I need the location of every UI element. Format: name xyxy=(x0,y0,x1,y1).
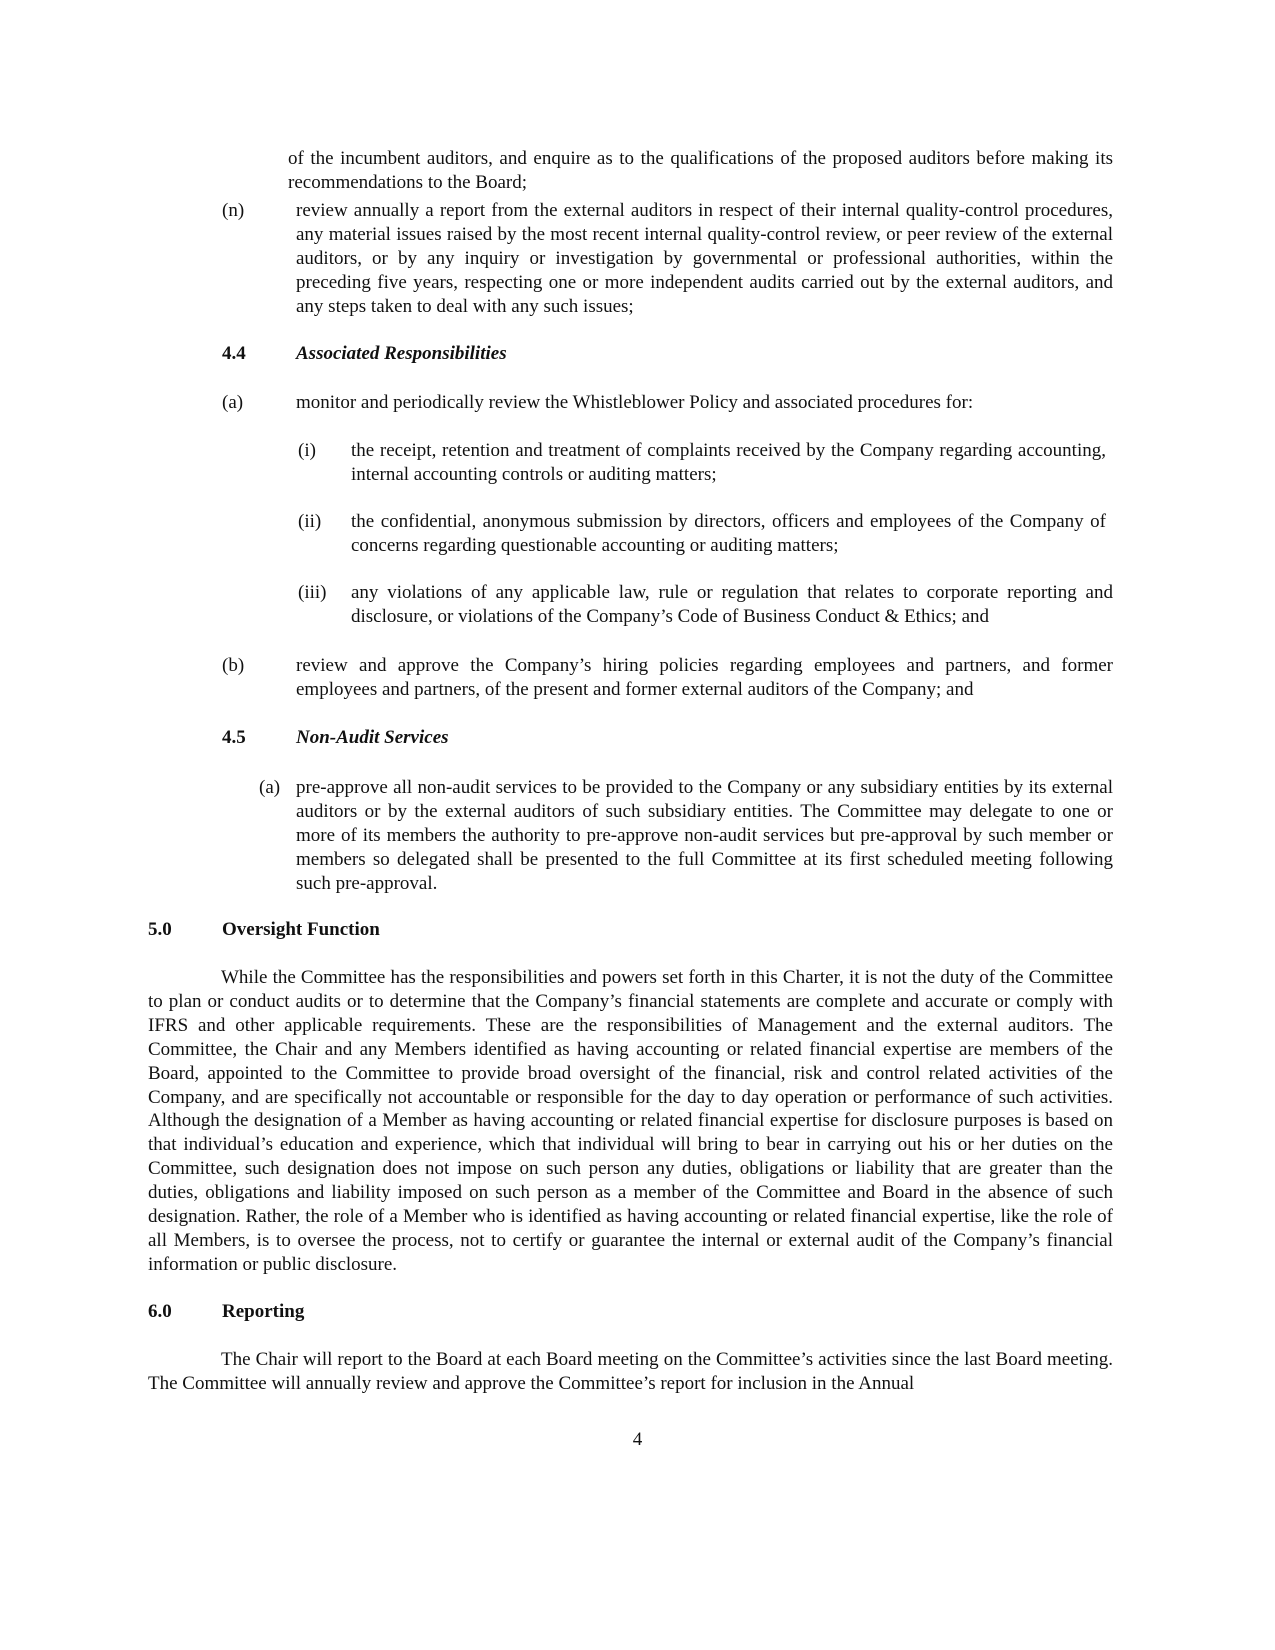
item-n-text: review annually a report from the external auditors in respect of their internal quality-control procedures, any material issues raised by the most recent internal quality-control review, or peer review of the external auditors, or by any inquiry or investigation by governmental or professional authorities, within the preceding five years, respecting one or more independent audits carried out by the external auditors, and any steps taken to deal with any such issues; xyxy=(296,200,1113,317)
section-5-0-body: While the Committee has the responsibilities and powers set forth in this Charter, it is not the duty of the Committee to plan or conduct audits or to determine that the Company’s financial statements are complete and accurate or comply with IFRS and other applicable requirements. These are the responsibilities of Management and the external auditors. The Committee, the Chair and any Members identified as having accounting or related financial expertise are members of the Board, appointed to the Committee to provide broad oversight of the financial, risk and control related activities of the Company, and are specifically not accountable or responsible for the day to day operation or performance of such activities. Although the designation of a Member as having accounting or related financial expertise for disclosure purposes is based on that individual’s education and experience, which that individual will bring to bear in carrying out his or her duties on the Committee, such designation does not impose on such person any duties, obligations or liability that are greater than the duties, obligations and liability imposed on such person as a member of the Committee and Board in the absence of such designation. Rather, the role of a Member who is identified as having accounting or related financial expertise, like the role of all Members, is to oversee the process, not to certify or guarantee the internal or external audit of the Company’s financial information or public disclosure. xyxy=(148,967,1113,1275)
item-n-label: (n) xyxy=(222,200,245,221)
section-6-0-body: The Chair will report to the Board at each Board meeting on the Committee’s activities since the last Board meeting. The Committee will annually review and approve the Committee’s report for inclusion in the Annual xyxy=(148,1349,1113,1394)
section-4-4-item-a-label: (a) xyxy=(222,392,244,413)
section-5-0-title: Oversight Function xyxy=(222,919,380,940)
section-4-5-number: 4.5 xyxy=(222,727,246,748)
continuation-paragraph: of the incumbent auditors, and enquire as to the qualifications of the proposed auditors before making its recommendations to the Board; xyxy=(288,148,1113,193)
subitem-ii-label: (ii) xyxy=(298,511,322,532)
section-4-4-item-b-label: (b) xyxy=(222,655,245,676)
section-4-4-item-a-text: monitor and periodically review the Whistleblower Policy and associated procedures for: xyxy=(296,392,974,413)
section-4-5-title: Non-Audit Services xyxy=(296,727,449,748)
subitem-iii-label: (iii) xyxy=(298,582,327,603)
subitem-ii-text: the confidential, anonymous submission by directors, officers and employees of the Company of concerns regarding questionable accounting or auditing matters; xyxy=(351,511,1106,556)
section-4-5-item-a-label: (a) xyxy=(259,777,281,798)
page-number: 4 xyxy=(632,1429,643,1450)
section-4-4-number: 4.4 xyxy=(222,343,246,364)
subitem-i-label: (i) xyxy=(298,440,316,461)
section-5-0-number: 5.0 xyxy=(148,919,172,940)
section-6-0-title: Reporting xyxy=(222,1301,305,1322)
section-6-0-number: 6.0 xyxy=(148,1301,172,1322)
subitem-i-text: the receipt, retention and treatment of complaints received by the Company regarding accounting, internal accounting controls or auditing matters; xyxy=(351,440,1106,485)
subitem-iii-text: any violations of any applicable law, rule or regulation that relates to corporate reporting and disclosure, or violations of the Company’s Code of Business Conduct & Ethics; and xyxy=(351,582,1113,627)
section-4-5-item-a-text: pre-approve all non-audit services to be provided to the Company or any subsidiary entities by its external auditors or by the external auditors of such subsidiary entities. The Committee may delegate to one or more of its members the authority to pre-approve non-audit services but pre-approval by such member or members so delegated shall be presented to the full Committee at its first scheduled meeting following such pre-approval. xyxy=(296,777,1113,894)
section-4-4-item-b-text: review and approve the Company’s hiring policies regarding employees and partners, and former employees and partners, of the present and former external auditors of the Company; and xyxy=(296,655,1113,700)
section-4-4-title: Associated Responsibilities xyxy=(296,343,507,364)
